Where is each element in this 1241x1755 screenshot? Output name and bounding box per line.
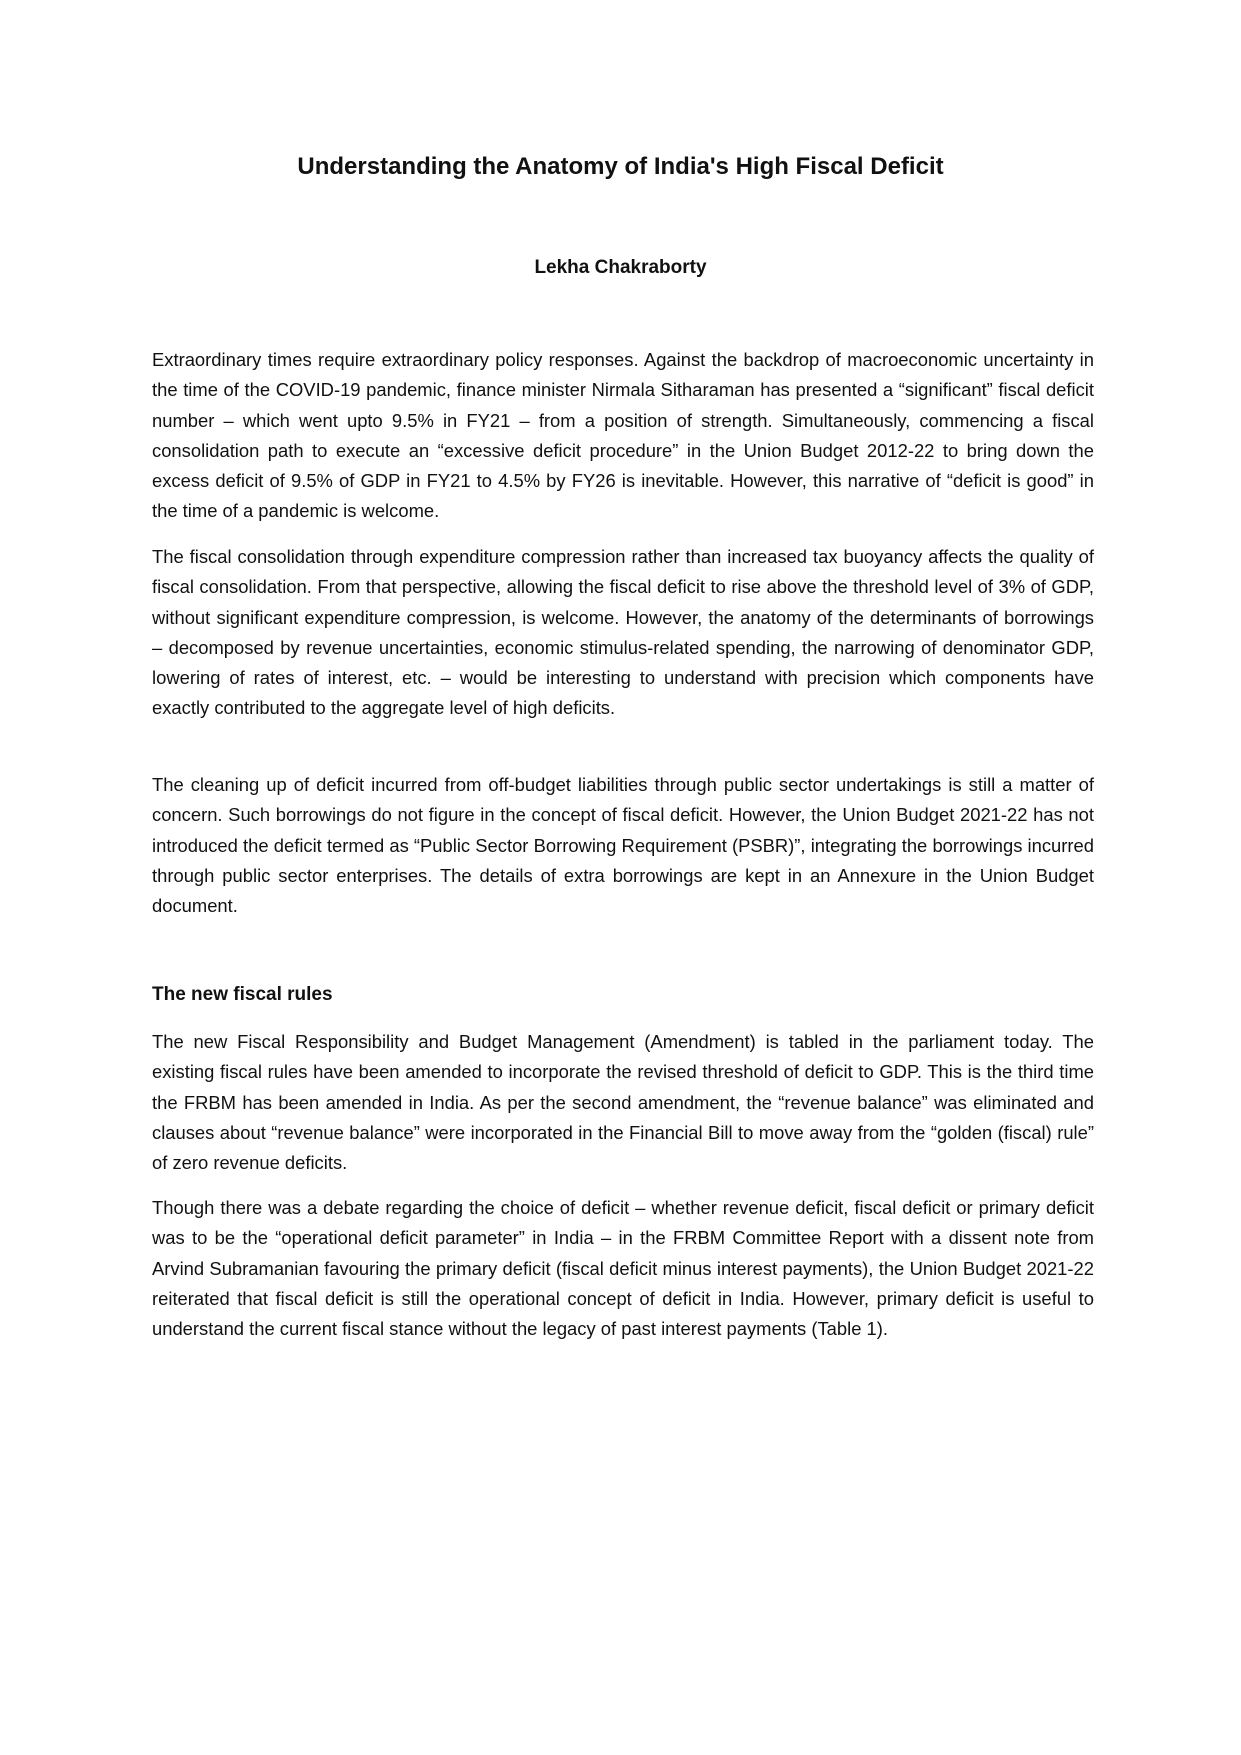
intro-paragraph-1-block <box>152 345 1094 527</box>
intro-paragraph-3-block <box>152 770 1094 921</box>
section-paragraph-1-block <box>152 1027 1094 1178</box>
intro-paragraph-2: The fiscal consolidation through expenditure compression rather than increased tax buoyancy affects the quality of fiscal consolidation. From that perspective, allowing the fiscal deficit to rise above the threshold level of 3% of GDP, without significant expenditure compression, is welcome. However, the anatomy of the determinants of borrowings – decomposed by revenue uncertainties, economic stimulus-related spending, the narrowing of denominator GDP, lowering of rates of interest, etc. – would be interesting to understand with precision which components have exactly contributed to the aggregate level of high deficits. <box>152 546 1094 719</box>
section-paragraph-2: Though there was a debate regarding the choice of deficit – whether revenue deficit, fiscal deficit or primary deficit was to be the “operational deficit parameter” in India – in the FRBM Committee Report with a dissent note from Arvind Subramanian favouring the primary deficit (fiscal deficit minus interest payments), the Union Budget 2021-22 reiterated that fiscal deficit is still the operational concept of deficit in India. However, primary deficit is useful to understand the current fiscal stance without the legacy of past interest payments (Table 1). <box>152 1197 1094 1340</box>
intro-paragraph-3: The cleaning up of deficit incurred from off-budget liabilities through public sector undertakings is still a matter of concern. Such borrowings do not figure in the concept of fiscal deficit. However, the Union Budget 2021-22 has not introduced the deficit termed as “Public Sector Borrowing Requirement (PSBR)”, integrating the borrowings incurred through public sector enterprises. The details of extra borrowings are kept in an Annexure in the Union Budget document. <box>152 774 1094 917</box>
document-title: Understanding the Anatomy of India's High Fiscal Deficit <box>297 153 944 180</box>
intro-paragraph-1: Extraordinary times require extraordinary policy responses. Against the backdrop of macroeconomic uncertainty in the time of the COVID-19 pandemic, finance minister Nirmala Sitharaman has presented a “significant” fiscal deficit number – which went upto 9.5% in FY21 – from a position of strength. Simultaneously, commencing a fiscal consolidation path to execute an “excessive deficit procedure” in the Union Budget 2012-22 to bring down the excess deficit of 9.5% of GDP in FY21 to 4.5% by FY26 is inevitable. However, this narrative of “deficit is good” in the time of a pandemic is welcome. <box>152 349 1094 522</box>
section-paragraph-1: The new Fiscal Responsibility and Budget Management (Amendment) is tabled in the parliament today. The existing fiscal rules have been amended to incorporate the revised threshold of deficit to GDP. This is the third time the FRBM has been amended in India. As per the second amendment, the “revenue balance” was eliminated and clauses about “revenue balance” were incorporated in the Financial Bill to move away from the “golden (fiscal) rule” of zero revenue deficits. <box>152 1031 1094 1174</box>
intro-paragraph-2-block <box>152 542 1094 724</box>
section-heading-block <box>152 980 1094 1010</box>
section-paragraph-2-block <box>152 1193 1094 1344</box>
section-heading: The new fiscal rules <box>152 984 333 1005</box>
author-name: Lekha Chakraborty <box>534 257 707 278</box>
